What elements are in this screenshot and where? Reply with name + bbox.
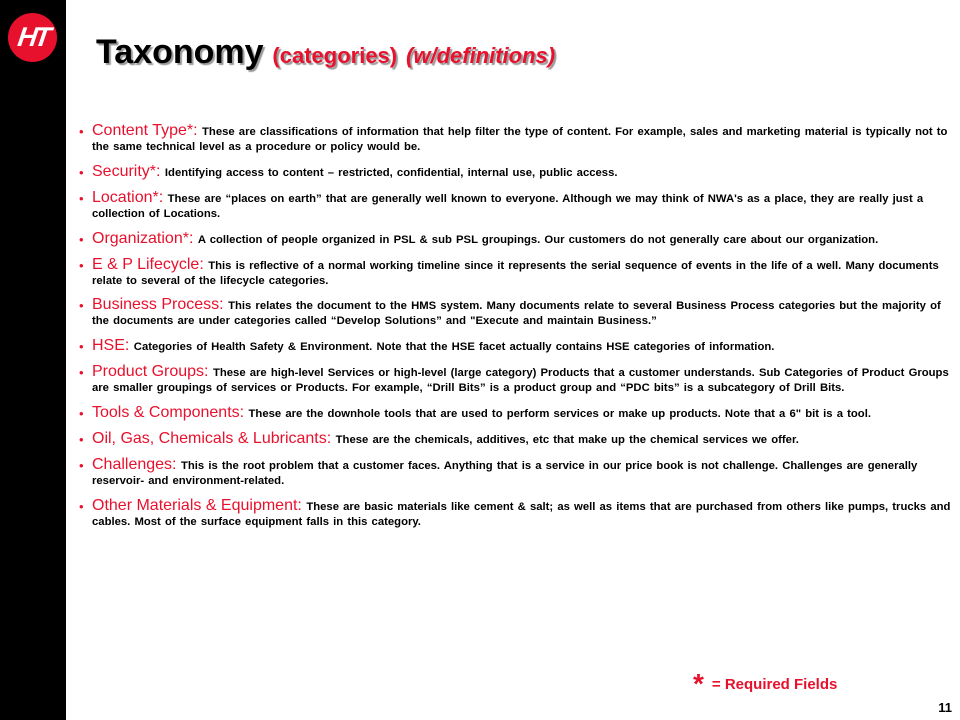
taxonomy-list [79, 124, 951, 540]
item-term: Location*: [92, 188, 164, 206]
bullet-icon: • [79, 124, 84, 139]
item-term: Tools & Components: [92, 404, 245, 422]
bullet-icon: • [79, 190, 84, 206]
page-title [96, 33, 555, 72]
item-definition: Categories of Health Safety & Environment. Note that the HSE facet actually contains HSE categories of information. [133, 341, 775, 354]
list-item [79, 229, 951, 247]
item-definition: Identifying access to content – restricted, confidential, internal use, public access. [164, 166, 618, 179]
list-item [79, 496, 951, 529]
bullet-icon: • [79, 339, 84, 355]
item-term: Product Groups: [92, 363, 209, 381]
asterisk-icon: * [693, 668, 704, 699]
item-term: Security*: [92, 162, 161, 180]
bullet-icon: • [79, 231, 84, 247]
item-term: E & P Lifecycle: [92, 255, 204, 273]
list-item [79, 365, 951, 395]
list-item [79, 255, 951, 288]
item-definition: These are high-level Services or high-level (large category) Products that a customer understands. Sub Categories of Product Groups are smaller groupings of services or Products. For example, “Drill Bits” is a product group and “PDC bits” is a subcategory of Drill Bits. [92, 367, 949, 395]
list-item [79, 124, 951, 154]
list-item [79, 188, 951, 221]
title-sub-categories: (categories) [272, 43, 398, 68]
logo-text: HT [15, 22, 50, 52]
item-definition: These are “places on earth” that are generally well known to everyone. Although we may think of NWA's as a place, they are really just a collection of Locations. [92, 192, 924, 220]
bullet-icon: • [79, 498, 84, 514]
required-fields-note [693, 668, 837, 700]
item-term: Challenges: [92, 455, 177, 473]
item-term: Other Materials & Equipment: [92, 496, 302, 514]
item-definition: These are the downhole tools that are used to perform services or make up products. Note that a 6" bit is a tool. [248, 408, 871, 421]
bullet-icon: • [79, 164, 84, 180]
required-fields-label: = Required Fields [711, 676, 838, 693]
item-term: Oil, Gas, Chemicals & Lubricants: [92, 430, 332, 448]
list-item [79, 432, 951, 447]
bullet-icon: • [79, 298, 84, 314]
list-item [79, 162, 951, 180]
item-term: HSE: [92, 337, 130, 355]
item-definition: This relates the document to the HMS system. Many documents relate to several Business Process categories but the majority of the documents are under categories called “Develop Solutions” and "Execute and maintain Business.” [92, 300, 941, 328]
left-sidebar [0, 0, 66, 720]
item-term: Business Process: [92, 296, 224, 314]
title-main: Taxonomy [96, 33, 264, 71]
bullet-icon: • [79, 432, 84, 448]
item-definition: These are basic materials like cement & salt; as well as items that are purchased from others like pumps, trucks and cables. Most of the surface equipment falls in this category. [92, 500, 951, 528]
item-definition: This is reflective of a normal working timeline since it represents the serial sequence of events in the life of a well. Many documents relate to several of the lifecycle categories. [92, 259, 939, 287]
bullet-icon: • [79, 457, 84, 473]
item-term: Content Type*: [92, 122, 198, 139]
title-sub-definitions: (w/definitions) [406, 43, 556, 68]
list-item [79, 298, 951, 328]
page-number: 11 [938, 700, 952, 715]
item-definition: A collection of people organized in PSL & sub PSL groupings. Our customers do not generally care about our organization. [197, 233, 879, 246]
bullet-icon: • [79, 406, 84, 422]
item-definition: This is the root problem that a customer faces. Anything that is a service in our price book is not challenge. Challenges are generally reservoir- and environment-related. [92, 459, 918, 487]
list-item [79, 339, 951, 354]
bullet-icon: • [79, 365, 84, 381]
company-logo [8, 13, 57, 62]
item-definition: These are classifications of information that help filter the type of content. For example, sales and marketing material is typically not to the same technical level as a procedure or policy would be. [92, 126, 948, 153]
bullet-icon: • [79, 257, 84, 273]
list-item [79, 406, 951, 421]
list-item [79, 455, 951, 488]
item-definition: These are the chemicals, additives, etc that make up the chemical services we offer. [335, 434, 799, 447]
item-term: Organization*: [92, 229, 194, 247]
